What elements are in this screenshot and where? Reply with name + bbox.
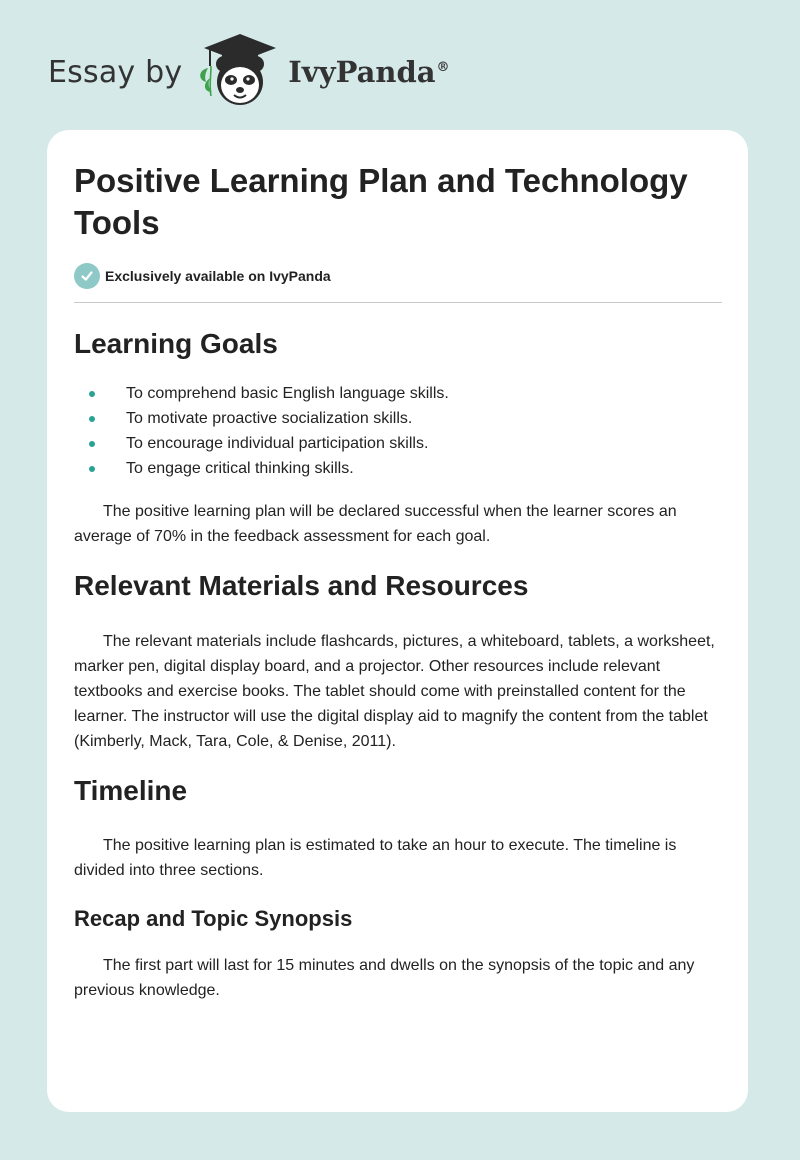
divider	[74, 302, 722, 303]
check-icon	[74, 263, 100, 289]
heading-learning-goals: Learning Goals	[74, 328, 278, 359]
exclusive-badge	[74, 262, 722, 290]
heading-recap: Recap and Topic Synopsis	[74, 906, 353, 931]
bullet-icon	[89, 416, 95, 422]
brand-name[interactable]: IvyPanda®	[288, 55, 450, 89]
materials-paragraph: The relevant materials include flashcards, pictures, a whiteboard, tablets, a worksheet, marker pen, digital display board, and a projector. Other resources include relevant textbooks and exercise books. The tablet should come with preinstalled content for the learner. The instructor will use the digital display aid to magnify the content from the tablet (Kimberly, Mack, Tara, Cole, & Denise, 2011).	[74, 633, 715, 750]
list-item: To motivate proactive socialization skills.	[74, 406, 722, 431]
learning-goals-list	[74, 381, 722, 481]
brand-prefix: Essay by	[48, 54, 183, 90]
learning-goals-paragraph: The positive learning plan will be declared successful when the learner scores an average of 70% in the feedback assessment for each goal.	[74, 503, 677, 545]
list-item: To encourage individual participation skills.	[74, 431, 722, 456]
bullet-icon	[89, 391, 95, 397]
list-item: To engage critical thinking skills.	[74, 456, 722, 481]
exclusive-label: Exclusively available on IvyPanda	[105, 268, 331, 284]
panda-graduate-icon[interactable]	[194, 32, 288, 113]
brand-header	[48, 34, 450, 110]
heading-timeline: Timeline	[74, 775, 188, 806]
heading-materials: Relevant Materials and Resources	[74, 570, 529, 601]
bullet-icon	[89, 466, 95, 472]
registered-mark: ®	[436, 60, 450, 76]
list-item: To comprehend basic English language skills.	[74, 381, 722, 406]
bullet-icon	[89, 441, 95, 447]
recap-paragraph: The first part will last for 15 minutes and dwells on the synopsis of the topic and any previous knowledge.	[74, 957, 695, 999]
timeline-paragraph: The positive learning plan is estimated to take an hour to execute. The timeline is divided into three sections.	[74, 837, 677, 879]
article-title: Positive Learning Plan and Technology Tools	[74, 162, 688, 241]
article-card	[47, 130, 748, 1112]
